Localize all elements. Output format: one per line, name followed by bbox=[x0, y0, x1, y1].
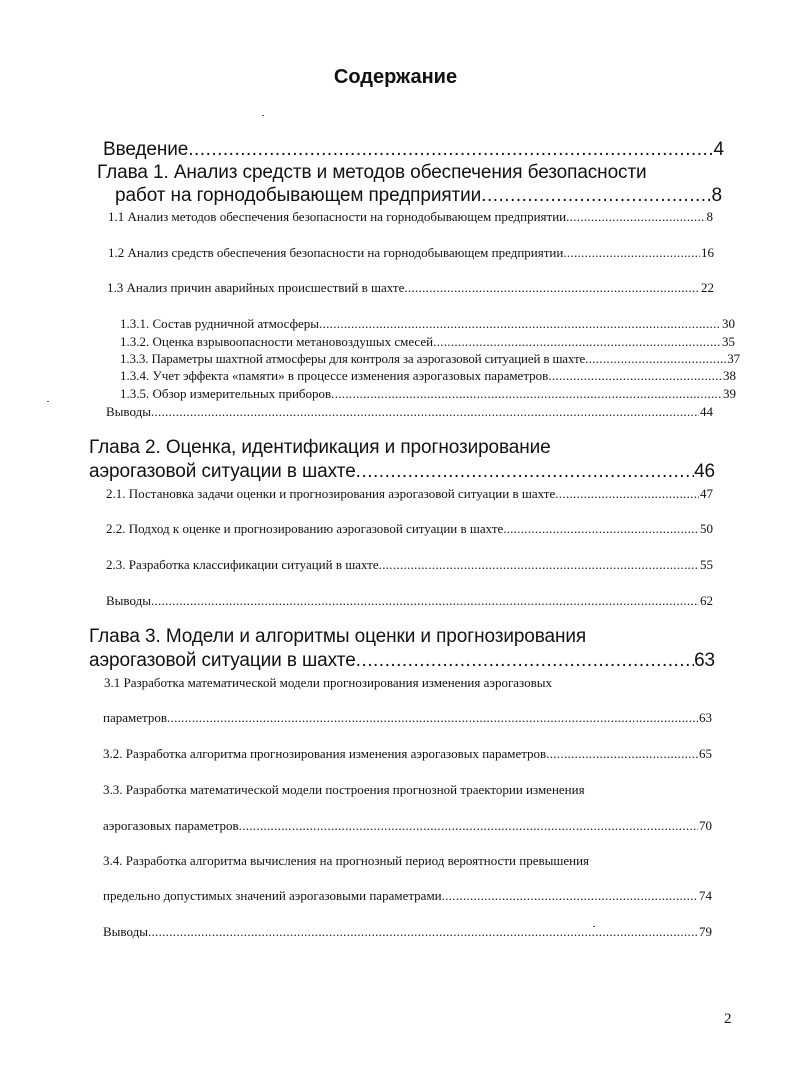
toc-leader bbox=[148, 924, 698, 940]
toc-label: 2.2. Подход к оценке и прогнозированию аэрогазовой ситуации в шахте. bbox=[106, 521, 507, 536]
toc-section-1-3-5[interactable] bbox=[120, 386, 736, 402]
toc-page: 8 bbox=[706, 209, 713, 224]
toc-page: 44 bbox=[700, 404, 713, 419]
toc-leader bbox=[546, 746, 698, 762]
toc-label: 1.3.1. Состав рудничной атмосферы bbox=[120, 316, 320, 331]
toc-label: 1.3.2. Оценка взрывоопасности метановоздушых смесей bbox=[120, 334, 434, 349]
toc-leader bbox=[548, 368, 722, 384]
toc-page: 70 bbox=[699, 818, 712, 833]
toc-leader bbox=[585, 351, 726, 367]
toc-chapter-1-line1[interactable]: Глава 1. Анализ средств и методов обеспечения безопасности bbox=[97, 162, 647, 183]
page-number: 2 bbox=[724, 1011, 732, 1027]
toc-leader bbox=[566, 209, 705, 225]
toc-page: 16 bbox=[701, 245, 714, 260]
toc-label: 1.1 Анализ методов обеспечения безопасности на горнодобывающем предприятии bbox=[108, 209, 567, 224]
scan-speck bbox=[262, 115, 264, 116]
toc-section-2-1[interactable] bbox=[106, 486, 713, 502]
toc-page: 22 bbox=[701, 280, 714, 295]
toc-page: 74 bbox=[699, 888, 712, 903]
scan-speck bbox=[593, 926, 595, 927]
toc-label: 1.3.3. Параметры шахтной атмосферы для контроля за аэрогазовой ситуацией в шахте bbox=[120, 351, 586, 366]
toc-leader bbox=[379, 557, 699, 573]
toc-page: 55 bbox=[700, 557, 713, 572]
toc-page: 4 bbox=[713, 139, 724, 160]
toc-label: аэрогазовой ситуации в шахте bbox=[89, 650, 356, 671]
toc-page: 37 bbox=[727, 351, 740, 366]
toc-chapter-1[interactable] bbox=[115, 185, 722, 207]
toc-page: 46 bbox=[694, 461, 715, 482]
toc-leader bbox=[356, 461, 694, 483]
toc-chapter-2[interactable] bbox=[89, 461, 715, 483]
toc-page: 63 bbox=[699, 710, 712, 725]
toc-page: 30 bbox=[722, 316, 735, 331]
toc-section-3-1[interactable] bbox=[103, 710, 712, 726]
toc-section-3-4-line1[interactable]: 3.4. Разработка алгоритма вычисления на прогнозный период вероятности превышения bbox=[103, 853, 590, 868]
toc-section-3-3[interactable] bbox=[103, 818, 712, 834]
toc-leader bbox=[555, 486, 699, 502]
toc-label: работ на горнодобывающем предприятии bbox=[115, 185, 482, 206]
toc-label: параметров bbox=[103, 710, 167, 725]
toc-page: 35 bbox=[722, 334, 735, 349]
toc-section-2-2[interactable] bbox=[106, 521, 713, 537]
toc-section-1-3[interactable] bbox=[107, 280, 714, 296]
toc-leader bbox=[151, 593, 699, 609]
toc-leader bbox=[481, 185, 711, 207]
toc-section-1-3-4[interactable] bbox=[120, 368, 736, 384]
toc-page: 47 bbox=[700, 486, 713, 501]
toc-chapter-2-line1[interactable]: Глава 2. Оценка, идентификация и прогнозирование bbox=[89, 437, 551, 458]
toc-page: 63 bbox=[694, 650, 715, 671]
toc-label: Выводы bbox=[103, 924, 148, 939]
toc-chapter-2-conclusions[interactable] bbox=[106, 593, 713, 609]
toc-leader bbox=[507, 521, 699, 537]
toc-leader bbox=[442, 888, 698, 904]
toc-section-1-3-2[interactable] bbox=[120, 334, 735, 350]
toc-label: 1.2 Анализ средств обеспечения безопасности на горнодобывающем предприятии bbox=[108, 245, 564, 260]
toc-leader bbox=[188, 139, 713, 161]
toc-chapter-1-conclusions[interactable] bbox=[106, 404, 713, 420]
toc-page: 39 bbox=[723, 386, 736, 401]
toc-label: 1.3.5. Обзор измерительных приборов bbox=[120, 386, 332, 401]
toc-chapter-3-line1[interactable]: Глава 3. Модели и алгоритмы оценки и прогнозирования bbox=[89, 626, 587, 647]
toc-page: 50 bbox=[700, 521, 713, 536]
page-title: Содержание bbox=[333, 66, 458, 88]
toc-page: 38 bbox=[723, 368, 736, 383]
toc-leader bbox=[563, 245, 700, 261]
toc-section-1-2[interactable] bbox=[108, 245, 714, 261]
toc-section-3-2[interactable] bbox=[103, 746, 712, 762]
toc-leader bbox=[167, 710, 698, 726]
toc-section-3-3-line1[interactable]: 3.3. Разработка математической модели построения прогнозной траектории изменения bbox=[103, 782, 585, 797]
toc-label: Введение bbox=[103, 139, 189, 160]
toc-page: 62 bbox=[700, 593, 713, 608]
toc-label: 2.1. Постановка задачи оценки и прогнозирования аэрогазовой ситуации в шахте bbox=[106, 486, 556, 501]
toc-entry-introduction[interactable] bbox=[103, 139, 724, 161]
toc-label: аэрогазовых параметров bbox=[103, 818, 239, 833]
toc-label: Выводы bbox=[106, 593, 151, 608]
toc-leader bbox=[356, 650, 694, 672]
toc-leader bbox=[404, 280, 700, 296]
toc-page: 65 bbox=[699, 746, 712, 761]
toc-label: 1.3.4. Учет эффекта «памяти» в процессе изменения аэрогазовых параметров bbox=[120, 368, 549, 383]
toc-leader bbox=[433, 334, 721, 350]
toc-section-1-3-1[interactable] bbox=[120, 316, 735, 332]
toc-chapter-3-conclusions[interactable] bbox=[103, 924, 712, 940]
toc-leader bbox=[239, 818, 698, 834]
toc-leader bbox=[319, 316, 721, 332]
toc-chapter-3[interactable] bbox=[89, 650, 715, 672]
toc-label: 1.3 Анализ причин аварийных происшествий в шахте bbox=[107, 280, 405, 295]
toc-page: 8 bbox=[711, 185, 722, 206]
toc-label: 3.2. Разработка алгоритма прогнозирования изменения аэрогазовых параметров bbox=[103, 746, 547, 761]
toc-section-3-4[interactable] bbox=[103, 888, 712, 904]
toc-label: предельно допустимых значений аэрогазовыми параметрами bbox=[103, 888, 442, 903]
toc-label: Выводы bbox=[106, 404, 151, 419]
scan-speck bbox=[47, 401, 49, 402]
toc-section-1-3-3[interactable] bbox=[120, 351, 740, 367]
toc-page: 79 bbox=[699, 924, 712, 939]
toc-leader bbox=[151, 404, 699, 420]
toc-label: аэрогазовой ситуации в шахте bbox=[89, 461, 356, 482]
toc-label: 2.3. Разработка классификации ситуаций в шахте bbox=[106, 557, 379, 572]
toc-section-2-3[interactable] bbox=[106, 557, 713, 573]
toc-section-3-1-line1[interactable]: 3.1 Разработка математической модели прогнозирования изменения аэрогазовых bbox=[104, 675, 552, 690]
toc-leader bbox=[331, 386, 722, 402]
toc-section-1-1[interactable] bbox=[108, 209, 713, 225]
